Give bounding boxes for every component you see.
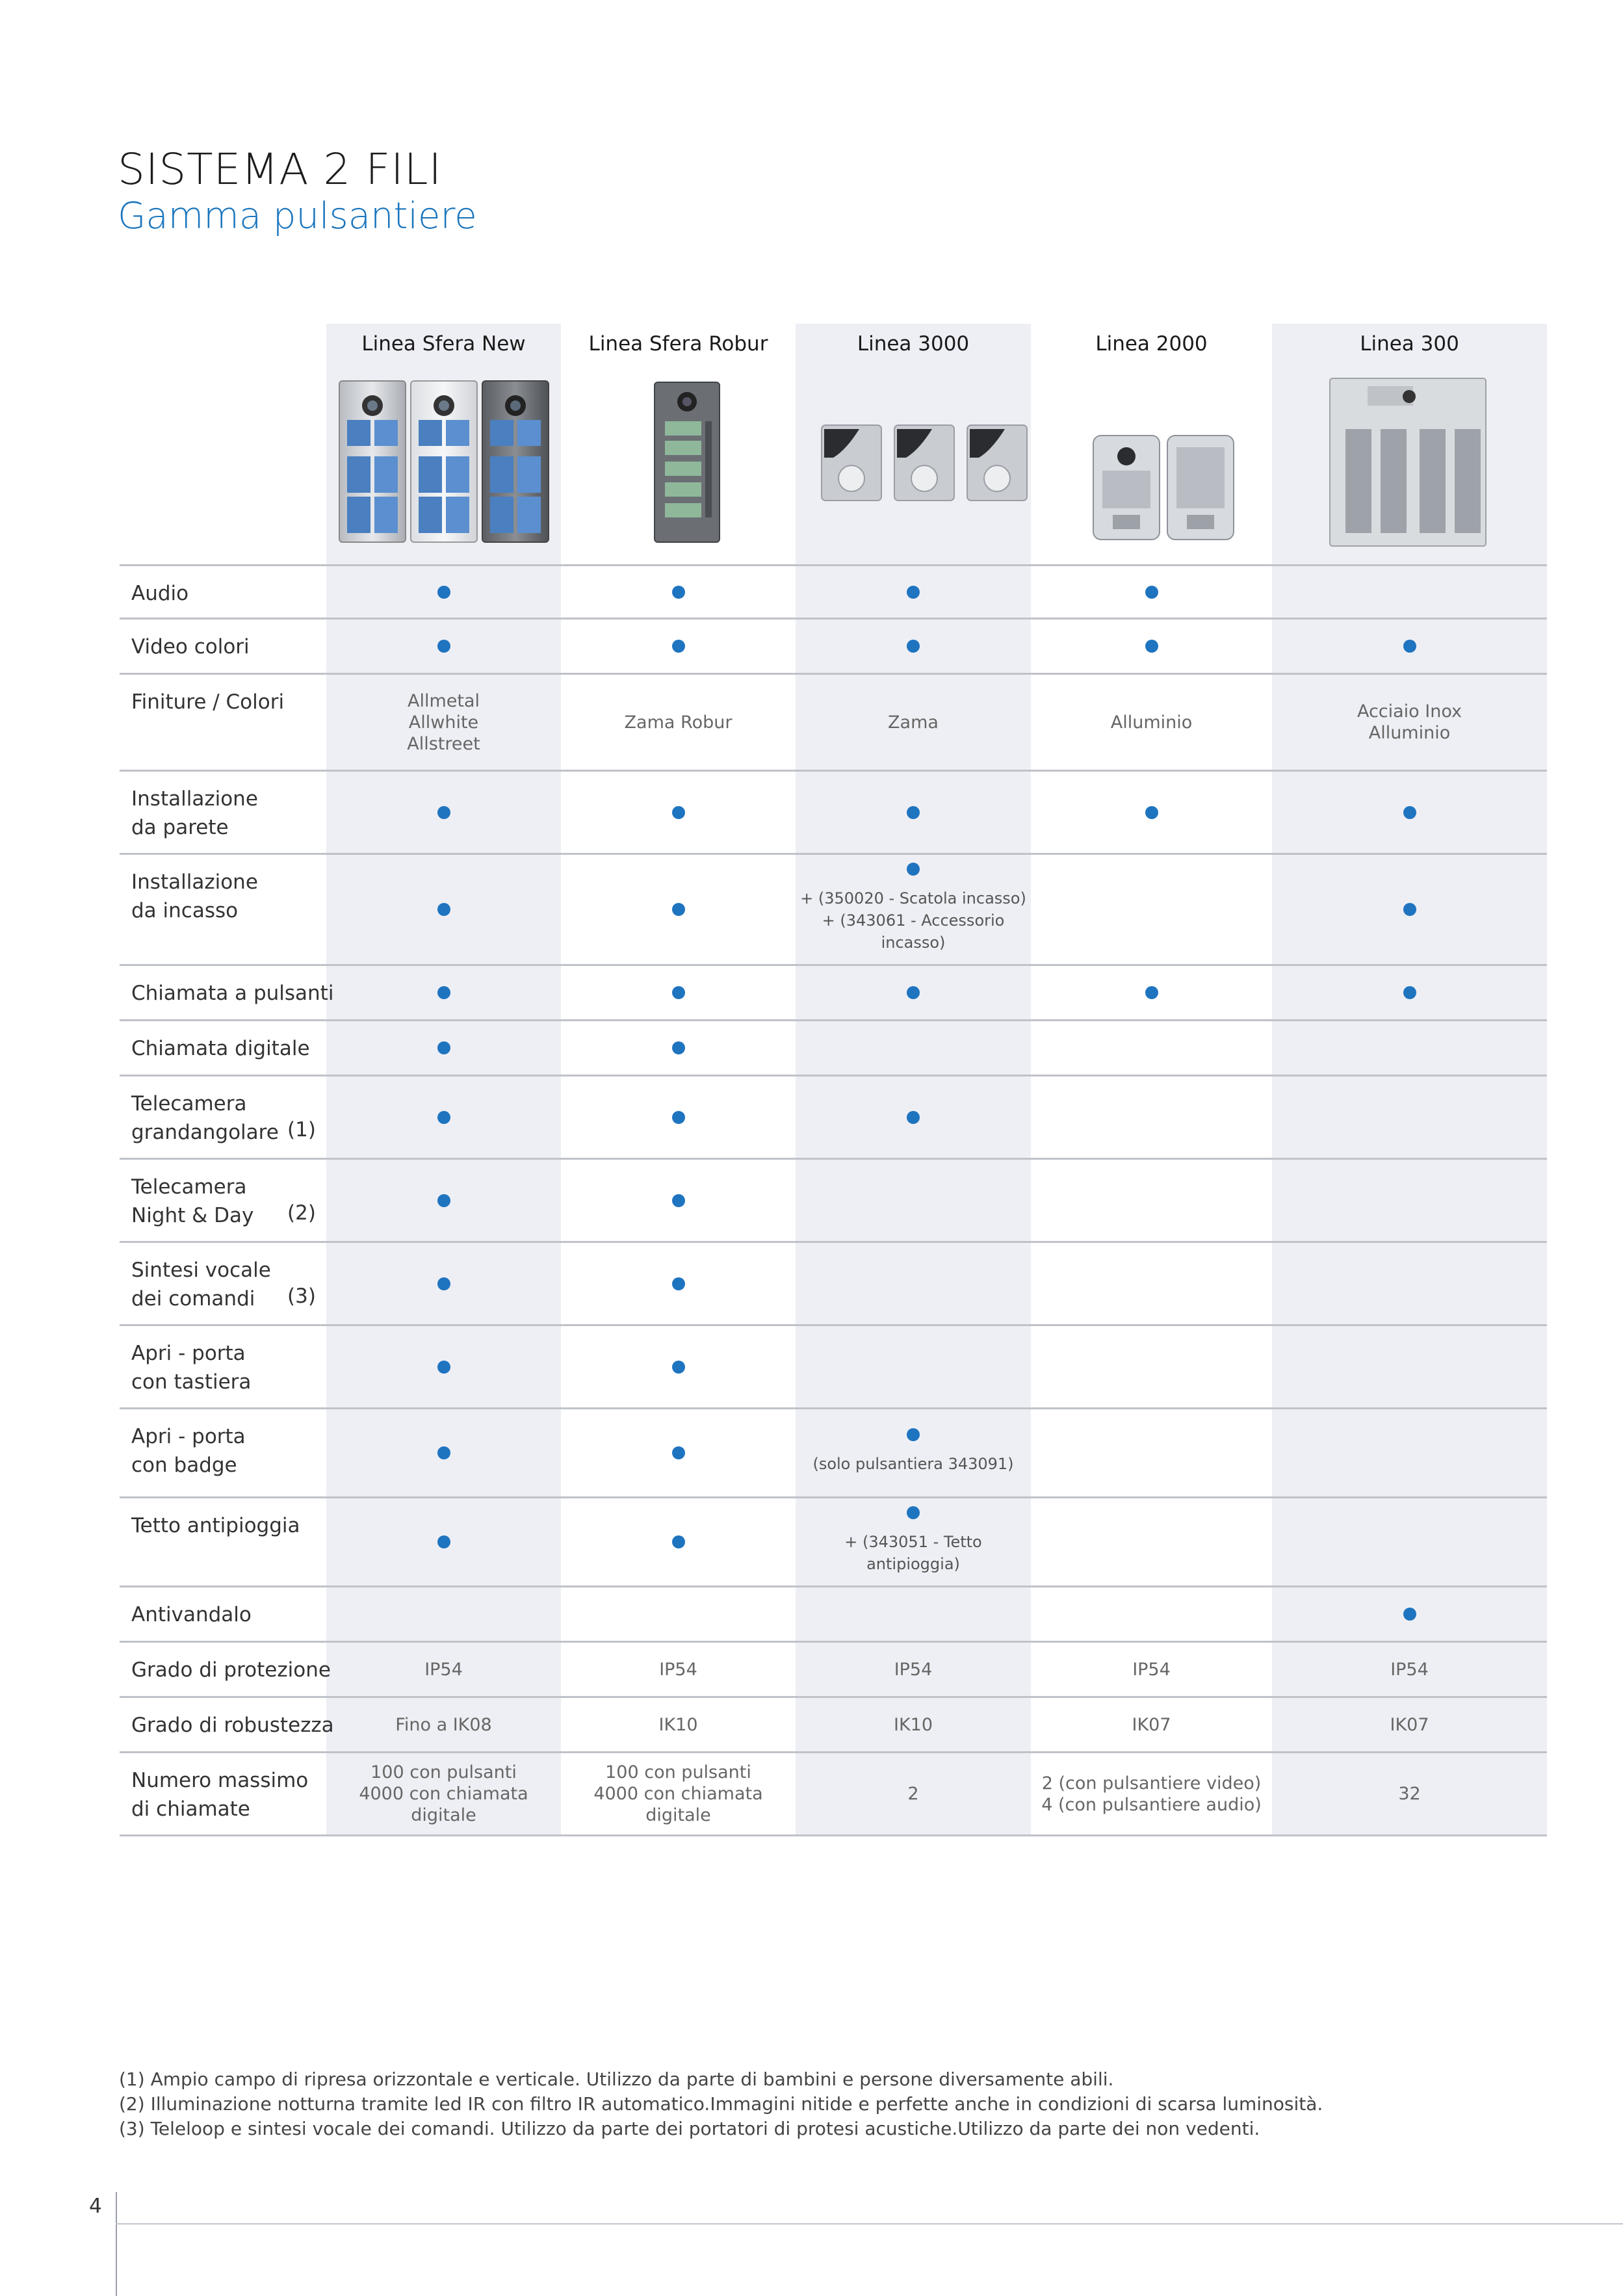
- table-row: [120, 620, 1547, 675]
- feature-available-dot: [1145, 986, 1158, 999]
- table-cell: [561, 566, 796, 618]
- row-label: Antivandalo: [131, 1603, 252, 1626]
- column-header-linea-2000: Linea 2000: [1095, 332, 1208, 356]
- feature-available-dot: [1403, 903, 1416, 916]
- feature-available-dot: [907, 1506, 920, 1519]
- table-row: [120, 1753, 1547, 1836]
- feature-available-dot: [672, 1111, 685, 1124]
- table-cell: [326, 1326, 561, 1407]
- table-cell: [1031, 1587, 1272, 1641]
- table-cell: [561, 1243, 796, 1324]
- row-label: Telecamera grandangolare: [131, 1092, 279, 1144]
- cell-text: 32: [1398, 1784, 1421, 1804]
- feature-available-dot: [672, 586, 685, 599]
- cell-text: IK10: [658, 1714, 698, 1735]
- table-row: [120, 772, 1547, 855]
- row-label: Chiamata a pulsanti: [131, 982, 334, 1005]
- row-label: Numero massimo di chiamate: [131, 1769, 309, 1821]
- feature-available-dot: [437, 640, 450, 653]
- row-label: Video colori: [131, 635, 250, 659]
- table-cell: [796, 1753, 1031, 1834]
- table-cell: [561, 772, 796, 853]
- table-row: [120, 966, 1547, 1021]
- cell-text: IK07: [1132, 1714, 1171, 1735]
- table-cell: [1031, 620, 1272, 673]
- feature-available-dot: [437, 1111, 450, 1124]
- table-cell: [796, 1243, 1031, 1324]
- table-cell: [561, 1160, 796, 1241]
- feature-available-dot: [907, 1428, 920, 1441]
- cell-text: IP54: [1390, 1659, 1429, 1680]
- table-cell: [1272, 966, 1547, 1019]
- table-cell: [326, 1498, 561, 1585]
- table-cell: [1272, 1326, 1547, 1407]
- column-header-sfera-robur: Linea Sfera Robur: [588, 332, 768, 356]
- feature-available-dot: [437, 1277, 450, 1290]
- table-cell: [1272, 1021, 1547, 1075]
- cell-text: IP54: [1132, 1659, 1171, 1680]
- table-cell: [326, 1076, 561, 1158]
- cell-text: IP54: [659, 1659, 697, 1680]
- feature-available-dot: [1403, 806, 1416, 819]
- table-cell: [1272, 1498, 1547, 1585]
- footnote-1: (1) Ampio campo di ripresa orizzontale e verticale. Utilizzo da parte di bambini e persone diversamente abili.: [119, 2068, 1114, 2090]
- feature-available-dot: [437, 1041, 450, 1054]
- column-header-linea-300: Linea 300: [1360, 332, 1459, 356]
- table-cell: [796, 1021, 1031, 1075]
- table-cell: [1272, 620, 1547, 673]
- table-cell: [561, 1326, 796, 1407]
- column-header-linea-3000: Linea 3000: [857, 332, 970, 356]
- table-cell: [1031, 1753, 1272, 1834]
- page-number: 4: [89, 2195, 102, 2218]
- feature-available-dot: [437, 986, 450, 999]
- row-label: Installazione da parete: [131, 787, 258, 839]
- table-cell: [1031, 966, 1272, 1019]
- table-cell: [1272, 772, 1547, 853]
- feature-available-dot: [907, 640, 920, 653]
- table-cell: [326, 1698, 561, 1751]
- table-row: [120, 1021, 1547, 1076]
- feature-available-dot: [907, 1111, 920, 1124]
- feature-available-dot: [1403, 986, 1416, 999]
- feature-available-dot: [672, 1446, 685, 1459]
- feature-available-dot: [1403, 640, 1416, 653]
- cell-text: IP54: [894, 1659, 933, 1680]
- product-image-sfera-new: [338, 380, 550, 545]
- table-cell: [1272, 1643, 1547, 1696]
- table-cell: [1031, 1160, 1272, 1241]
- table-cell: [326, 1021, 561, 1075]
- table-cell: [1031, 1698, 1272, 1751]
- row-label: Finiture / Colori: [131, 690, 285, 714]
- table-row: [120, 1698, 1547, 1753]
- cell-text: IK07: [1390, 1714, 1429, 1735]
- table-cell: [326, 1643, 561, 1696]
- table-cell: [326, 620, 561, 673]
- cell-note: + (350020 - Scatola incasso) + (343061 - Accessorio incasso): [800, 889, 1026, 952]
- row-label: Sintesi vocale dei comandi: [131, 1259, 271, 1311]
- product-image-linea-2000: [1092, 434, 1235, 541]
- table-cell: [326, 1753, 561, 1834]
- feature-available-dot: [437, 1446, 450, 1459]
- table-cell: [561, 1587, 796, 1641]
- row-label: Tetto antipioggia: [131, 1514, 300, 1537]
- table-row: [120, 1409, 1547, 1498]
- product-image-linea-3000: [820, 424, 1028, 502]
- table-cell: [1272, 566, 1547, 618]
- row-label: Apri - porta con badge: [131, 1425, 246, 1477]
- feature-available-dot: [437, 1361, 450, 1374]
- table-cell: [796, 1698, 1031, 1751]
- cell-text: IP54: [424, 1659, 463, 1680]
- table-cell: [1272, 1587, 1547, 1641]
- cell-text: Zama Robur: [624, 712, 733, 733]
- table-cell: [561, 1021, 796, 1075]
- feature-available-dot: [672, 903, 685, 916]
- table-cell: [561, 1698, 796, 1751]
- column-header-sfera-new: Linea Sfera New: [361, 332, 526, 356]
- feature-available-dot: [907, 586, 920, 599]
- table-cell: [796, 1160, 1031, 1241]
- table-cell: [1272, 1243, 1547, 1324]
- cell-note: + (343051 - Tetto antipioggia): [844, 1533, 982, 1573]
- table-cell: [796, 772, 1031, 853]
- feature-available-dot: [672, 1277, 685, 1290]
- cell-text: 100 con pulsanti 4000 con chiamata digitale: [359, 1762, 528, 1825]
- table-cell: [796, 620, 1031, 673]
- page-title: SISTEMA 2 FILI: [118, 144, 442, 194]
- cell-text: 2: [907, 1784, 919, 1804]
- table-cell: [561, 855, 796, 964]
- cell-text: Zama: [888, 712, 939, 733]
- table-row: [120, 855, 1547, 966]
- table-cell: [796, 1326, 1031, 1407]
- table-cell: [326, 855, 561, 964]
- table-row: [120, 564, 1547, 620]
- table-row: [120, 1076, 1547, 1160]
- product-image-linea-300: [1329, 377, 1487, 547]
- table-cell: [1031, 566, 1272, 618]
- cell-text: 2 (con pulsantiere video) 4 (con pulsantiere audio): [1041, 1773, 1262, 1815]
- product-image-sfera-robur: [653, 381, 721, 543]
- row-label: Apri - porta con tastiera: [131, 1342, 252, 1394]
- row-label: Installazione da incasso: [131, 870, 258, 922]
- table-cell: [1031, 855, 1272, 964]
- margin-rule-vertical: [116, 2192, 117, 2296]
- table-cell: [561, 1643, 796, 1696]
- table-cell: [561, 1076, 796, 1158]
- table-cell: [326, 966, 561, 1019]
- table-cell: [1031, 1409, 1272, 1496]
- feature-available-dot: [437, 806, 450, 819]
- page-subtitle: Gamma pulsantiere: [118, 195, 477, 237]
- table-cell: [561, 1753, 796, 1834]
- feature-available-dot: [1145, 640, 1158, 653]
- row-label: Grado di protezione: [131, 1658, 331, 1682]
- cell-text: Allmetal Allwhite Allstreet: [407, 690, 480, 754]
- feature-available-dot: [437, 903, 450, 916]
- table-cell: [561, 1409, 796, 1496]
- table-cell: [1272, 855, 1547, 964]
- row-label: Telecamera Night & Day: [131, 1175, 254, 1227]
- cell-text: 100 con pulsanti 4000 con chiamata digitale: [593, 1762, 763, 1825]
- table-cell: [561, 620, 796, 673]
- cell-text: Alluminio: [1110, 712, 1193, 733]
- table-cell: [326, 1160, 561, 1241]
- table-cell: [561, 966, 796, 1019]
- table-cell: [326, 1243, 561, 1324]
- table-cell: [561, 1498, 796, 1585]
- table-cell: [796, 855, 1031, 964]
- table-cell: [326, 1409, 561, 1496]
- table-cell: [796, 675, 1031, 770]
- table-row: [120, 1587, 1547, 1643]
- table-row: [120, 1326, 1547, 1409]
- feature-available-dot: [672, 640, 685, 653]
- table-cell: [1031, 1021, 1272, 1075]
- table-row: [120, 1643, 1547, 1698]
- footnote-3: (3) Teleloop e sintesi vocale dei comandi. Utilizzo da parte dei portatori di protesi acustiche.Utilizzo da parte dei non vedenti.: [119, 2118, 1260, 2139]
- table-cell: [1272, 1753, 1547, 1834]
- table-cell: [326, 675, 561, 770]
- table-cell: [1031, 1326, 1272, 1407]
- margin-rule-horizontal: [116, 2223, 1623, 2224]
- table-cell: [326, 566, 561, 618]
- table-row: [120, 675, 1547, 772]
- table-cell: [1272, 1160, 1547, 1241]
- table-cell: [326, 1587, 561, 1641]
- table-cell: [796, 1643, 1031, 1696]
- row-label: Audio: [131, 582, 189, 605]
- feature-available-dot: [672, 986, 685, 999]
- feature-available-dot: [437, 1535, 450, 1548]
- feature-available-dot: [437, 1194, 450, 1207]
- feature-available-dot: [907, 863, 920, 876]
- table-cell: [796, 1498, 1031, 1585]
- feature-available-dot: [1145, 586, 1158, 599]
- table-cell: [796, 966, 1031, 1019]
- table-cell: [1031, 1076, 1272, 1158]
- table-cell: [796, 1587, 1031, 1641]
- table-cell: [1031, 772, 1272, 853]
- feature-available-dot: [672, 1535, 685, 1548]
- cell-text: IK10: [893, 1714, 933, 1735]
- feature-available-dot: [672, 1041, 685, 1054]
- table-cell: [1272, 675, 1547, 770]
- table-cell: [796, 1409, 1031, 1496]
- table-cell: [561, 675, 796, 770]
- table-cell: [1272, 1076, 1547, 1158]
- feature-available-dot: [672, 1361, 685, 1374]
- feature-available-dot: [1403, 1608, 1416, 1621]
- table-row: [120, 1243, 1547, 1326]
- feature-available-dot: [1145, 806, 1158, 819]
- row-label: Grado di robustezza: [131, 1714, 334, 1737]
- cell-text: Acciaio Inox Alluminio: [1357, 701, 1462, 743]
- table-row: [120, 1498, 1547, 1587]
- table-cell: [1031, 1498, 1272, 1585]
- table-cell: [326, 772, 561, 853]
- table-cell: [1031, 675, 1272, 770]
- row-footnote-ref: (2): [287, 1201, 316, 1225]
- feature-available-dot: [907, 806, 920, 819]
- feature-available-dot: [672, 806, 685, 819]
- table-cell: [796, 1076, 1031, 1158]
- table-cell: [1031, 1243, 1272, 1324]
- cell-note: (solo pulsantiera 343091): [812, 1455, 1014, 1473]
- footnotes: [119, 2067, 1323, 2141]
- feature-available-dot: [907, 986, 920, 999]
- table-row: [120, 1160, 1547, 1243]
- table-cell: [796, 566, 1031, 618]
- cell-text: Fino a IK08: [395, 1714, 492, 1735]
- table-cell: [1031, 1643, 1272, 1696]
- row-label: Chiamata digitale: [131, 1037, 310, 1060]
- row-footnote-ref: (3): [287, 1285, 316, 1308]
- feature-available-dot: [672, 1194, 685, 1207]
- footnote-2: (2) Illuminazione notturna tramite led IR con filtro IR automatico.Immagini nitide e perfette anche in condizioni di scarsa luminosità.: [119, 2093, 1323, 2115]
- row-footnote-ref: (1): [287, 1118, 316, 1141]
- feature-available-dot: [437, 586, 450, 599]
- table-cell: [1272, 1698, 1547, 1751]
- table-cell: [1272, 1409, 1547, 1496]
